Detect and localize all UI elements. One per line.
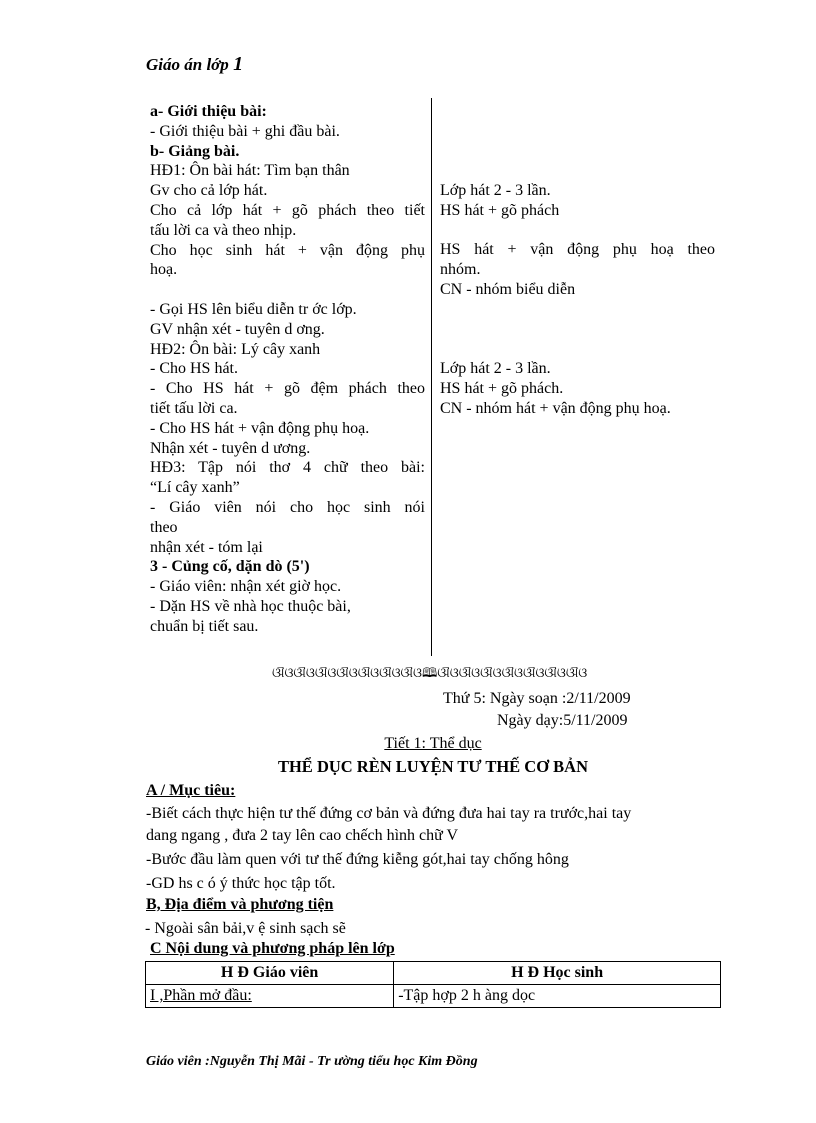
teacher-activity-line: - Giới thiệu bài + ghi đầu bài. <box>150 122 340 140</box>
teacher-activity-line: - Giáo viên nói cho học sinh nói <box>150 498 425 516</box>
lesson-plan-table <box>145 961 721 1008</box>
teacher-activity-line: HĐ1: Ôn bài hát: Tìm bạn thân <box>150 162 350 180</box>
teacher-activity-line <box>150 280 425 300</box>
column-divider <box>431 98 432 656</box>
student-activity-line: CN - nhóm biểu diễn <box>440 280 576 298</box>
table-row <box>146 985 721 1008</box>
student-activity-line <box>440 300 715 320</box>
teacher-activity-line: - Cho HS hát. <box>150 360 238 378</box>
teacher-activity-line: - Gọi HS lên biểu diễn tr ớc lớp. <box>150 300 357 318</box>
teacher-activity-line: HĐ3: Tập nói thơ 4 chữ theo bài: <box>150 459 425 477</box>
teacher-activity-line: - Giáo viên: nhận xét giờ học. <box>150 578 342 596</box>
objectives-heading: A / Mục tiêu: <box>146 782 236 799</box>
teacher-activity-line: chuẩn bị tiết sau. <box>150 617 259 635</box>
teacher-activity-line: Cho học sinh hát + vận động phụ <box>150 241 425 259</box>
student-activity-line: HS hát + vận động phụ hoạ theo <box>440 241 715 259</box>
lesson-label: Tiết 1: Thể dục <box>384 735 482 752</box>
student-activity-line: Lớp hát 2 - 3 lần. <box>440 360 551 378</box>
student-activity-line <box>440 221 715 241</box>
teacher-activity-line: tiết tấu lời ca. <box>150 399 238 417</box>
header-title: Giáo án lớp <box>146 55 229 74</box>
objective-line: -GD hs c ó ý thức học tập tốt. <box>146 875 336 892</box>
teacher-activity-line: nhận xét - tóm lại <box>150 538 263 556</box>
teacher-column-header: H Đ Giáo viên <box>146 962 394 985</box>
teacher-activity-line: - Cho HS hát + vận động phụ hoạ. <box>150 419 370 437</box>
teacher-activity-line: - Dặn HS về nhà học thuộc bài, <box>150 597 351 615</box>
teacher-activity-line: 3 - Củng cố, dặn dò (5') <box>150 558 310 576</box>
teacher-activity-line: Cho cả lớp hát + gõ phách theo tiết <box>150 201 425 219</box>
student-activity-line <box>440 339 715 359</box>
student-activities-column <box>440 181 715 419</box>
content-method-heading: C Nội dung và phương pháp lên lớp <box>150 940 395 957</box>
table-cell: -Tập hợp 2 h àng dọc <box>394 985 721 1008</box>
student-activity-line: Lớp hát 2 - 3 lần. <box>440 182 551 199</box>
teacher-activity-line: HĐ2: Ôn bài: Lý cây xanh <box>150 340 321 358</box>
preparation-date: Thứ 5: Ngày soạn :2/11/2009 <box>443 690 631 707</box>
location-heading: B, Địa điểm và phương tiện <box>146 896 334 913</box>
objective-line: dang ngang , đưa 2 tay lên cao chếch hình chữ V <box>146 827 459 844</box>
table-cell: I ,Phần mở đầu: <box>146 985 394 1008</box>
objective-line: -Biết cách thực hiện tư thế đứng cơ bản và đứng đưa hai tay ra trước,hai tay <box>146 805 632 822</box>
objectives-list <box>146 803 726 895</box>
teacher-activity-line: - Cho HS hát + gõ đệm phách theo <box>150 380 425 398</box>
lesson-title: THỂ DỤC RÈN LUYỆN TƯ THẾ CƠ BẢN <box>277 757 589 776</box>
teacher-activity-line: hoạ. <box>150 261 178 279</box>
header-grade: 1 <box>233 53 244 75</box>
teacher-activity-line: GV nhận xét - tuyên d ơng. <box>150 320 325 338</box>
teacher-activity-line: Gv cho cả lớp hát. <box>150 182 268 200</box>
student-activity-line: HS hát + gõ phách. <box>440 379 564 397</box>
location-line: - Ngoài sân bải,v ệ sinh sạch sẽ <box>145 920 346 937</box>
objective-line: -Bước đầu làm quen với tư thế đứng kiễng gót,hai tay chống hông <box>146 851 569 868</box>
teacher-activity-line: a- Giới thiệu bài: <box>150 103 267 120</box>
teacher-activities-column <box>150 102 425 637</box>
teacher-activity-line: b- Giảng bài. <box>150 142 240 160</box>
teacher-activity-line: theo <box>150 518 178 536</box>
student-activity-line: HS hát + gõ phách <box>440 201 560 219</box>
page-footer: Giáo viên :Nguyễn Thị Mãi - Tr ường tiểu học Kim Đồng <box>146 1054 478 1069</box>
teacher-activity-line: “Lí cây xanh” <box>150 479 240 497</box>
student-column-header: H Đ Học sinh <box>394 962 721 985</box>
student-activity-line: nhóm. <box>440 261 481 279</box>
ornament-divider: ଔଓଔଓଔଓଔଓଔଓଔଓଔଓ🕮ଔଓଔଓଔଓଔଓଔଓଔଓଔଓ <box>272 665 588 680</box>
teaching-date: Ngày dạy:5/11/2009 <box>497 712 628 729</box>
teacher-activity-line: tấu lời ca và theo nhịp. <box>150 221 297 239</box>
teacher-activity-line: Nhận xét - tuyên d ương. <box>150 439 311 457</box>
student-activity-line: CN - nhóm hát + vận động phụ hoạ. <box>440 399 671 417</box>
document-header <box>146 53 243 76</box>
student-activity-line <box>440 320 715 340</box>
